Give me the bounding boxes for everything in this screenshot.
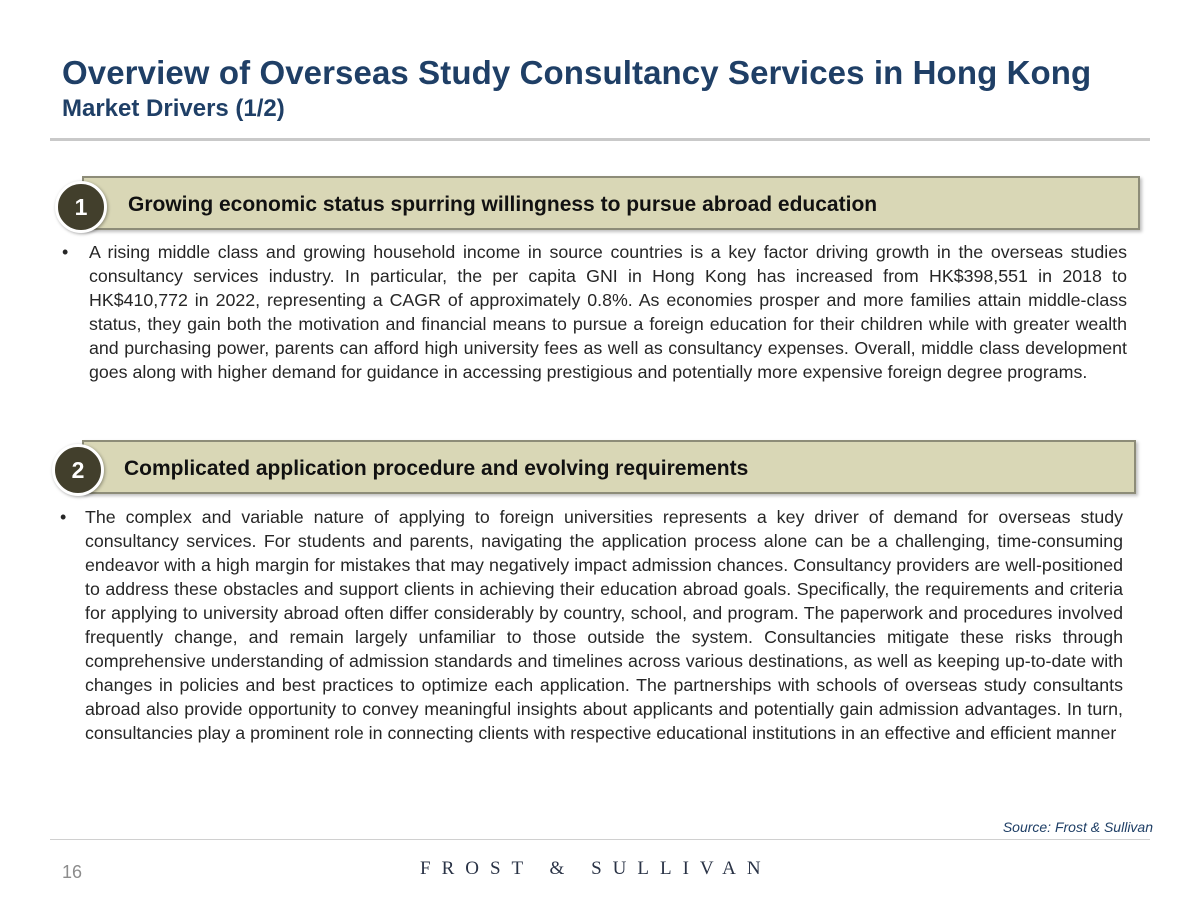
section-2-body: The complex and variable nature of applying to foreign universities represents a key driver of demand for overseas study consultancy services. For students and parents, navigating the application process alone can be a challenging, time-consuming endeavor with a high margin for mistakes that may negatively impact admission chances. Consultancy providers are well-positioned to address these obstacles and support clients in achieving their education abroad goals. Specifically, the requirements and criteria for applying to university abroad often differ considerably by country, school, and program. The paperwork and procedures involved frequently change, and remain largely unfamiliar to those outside the system. Consultancies mitigate these risks through comprehensive understanding of admission standards and timelines across various destinations, as well as keeping up-to-date with changes in policies and best practices to optimize each application. The partnerships with schools of overseas study consultants abroad also provide opportunity to convey meaningful insights about applicants and potentially gain admission advantages. In turn, consultancies play a prominent role in connecting clients with respective educational institutions in an effective and efficient manner (85, 507, 1123, 743)
section-1-heading: Growing economic status spurring willingness to pursue abroad education (128, 193, 878, 216)
page-subtitle: Market Drivers (1/2) (62, 95, 285, 122)
company-logo: FROST & SULLIVAN (420, 858, 772, 879)
section-1-bullet-icon: • (62, 242, 69, 262)
section-1-number-badge: 1 (55, 181, 107, 233)
page-title: Overview of Overseas Study Consultancy Services in Hong Kong (62, 54, 1092, 91)
footer-divider (50, 839, 1150, 840)
header-divider (50, 138, 1150, 141)
section-2-number-badge: 2 (52, 444, 104, 496)
section-2-heading: Complicated application procedure and evolving requirements (124, 457, 749, 480)
page-number: 16 (62, 862, 83, 882)
source-note: Source: Frost & Sullivan (1002, 819, 1153, 835)
section-2-bullet-icon: • (60, 507, 67, 527)
section-1-body: A rising middle class and growing household income in source countries is a key factor driving growth in the overseas studies consultancy services industry. In particular, the per capita GNI in Hong Kong has increased from HK$398,551 in 2018 to HK$410,772 in 2022, representing a CAGR of approximately 0.8%. As economies prosper and more families attain middle-class status, they gain both the motivation and financial means to pursue a foreign education for their children while with greater wealth and purchasing power, parents can afford high university fees as well as consultancy expenses. Overall, middle class development goes along with higher demand for guidance in accessing prestigious and potentially more expensive foreign degree programs. (89, 242, 1127, 382)
